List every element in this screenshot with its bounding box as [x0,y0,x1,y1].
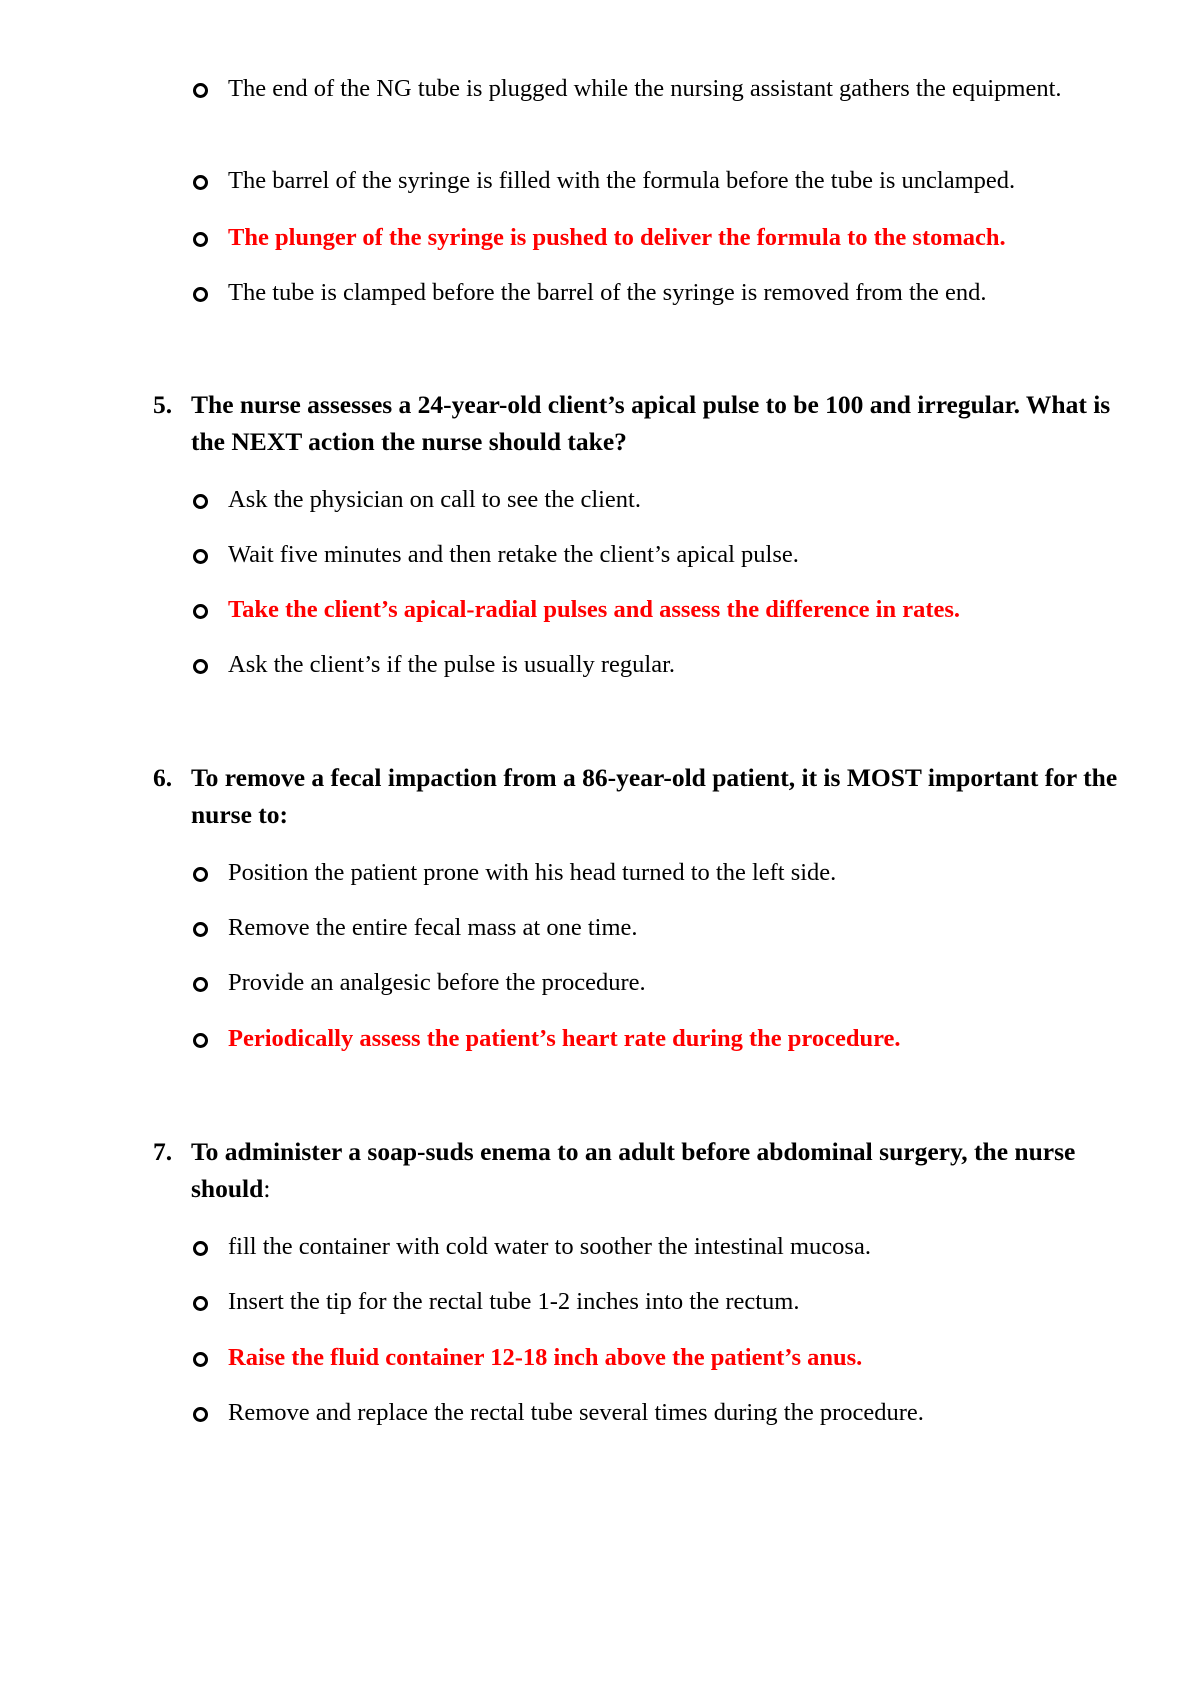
circle-bullet-icon [193,549,208,564]
question-number: 5. [153,390,173,419]
circle-bullet-icon [193,1296,208,1311]
answer-option-text: fill the container with cold water to soother the intestinal mucosa. [228,1233,871,1260]
correct-answer-option [193,1340,1143,1375]
answer-option [193,537,1143,572]
question-5 [153,386,1133,460]
answer-option-text: Wait five minutes and then retake the client’s apical pulse. [228,541,799,568]
answer-option [193,163,1143,198]
circle-bullet-icon [193,232,208,247]
question-text: The nurse assesses a 24-year-old client’s apical pulse to be 100 and irregular. What is the NEXT action the nurse should take? [191,390,1111,456]
circle-bullet-icon [193,1241,208,1256]
answer-option [193,1229,1143,1264]
answer-option-text: Position the patient prone with his head turned to the left side. [228,859,837,886]
question-text: To remove a fecal impaction from a 86-year-old patient, it is MOST important for the nurse to: [191,763,1118,829]
answer-option [193,275,1143,310]
answer-option-text: Remove the entire fecal mass at one time. [228,914,638,941]
circle-bullet-icon [193,867,208,882]
answer-option-text: The end of the NG tube is plugged while the nursing assistant gathers the equipment. [228,75,1062,102]
answer-option [193,1395,1143,1430]
question-text: To administer a soap-suds enema to an adult before abdominal surgery, the nurse should [191,1137,1076,1203]
answer-option-text: Periodically assess the patient’s heart rate during the procedure. [228,1025,901,1052]
circle-bullet-icon [193,175,208,190]
question-6 [153,759,1133,833]
circle-bullet-icon [193,922,208,937]
answer-option [193,1284,1143,1319]
question-number: 7. [153,1137,173,1166]
answer-option-text: Insert the tip for the rectal tube 1-2 inches into the rectum. [228,1288,800,1315]
circle-bullet-icon [193,977,208,992]
correct-answer-option [193,220,1143,255]
answer-option-text: Provide an analgesic before the procedure. [228,969,646,996]
answer-option [193,482,1143,517]
answer-option-text: Remove and replace the rectal tube several times during the procedure. [228,1399,924,1426]
answer-option-text: Raise the fluid container 12-18 inch above the patient’s anus. [228,1344,863,1371]
answer-option-text: Ask the client’s if the pulse is usually regular. [228,651,676,678]
circle-bullet-icon [193,83,208,98]
correct-answer-option [193,592,1143,627]
question-number: 6. [153,763,173,792]
circle-bullet-icon [193,1407,208,1422]
circle-bullet-icon [193,494,208,509]
answer-option [193,855,1143,890]
answer-option-text: The barrel of the syringe is filled with the formula before the tube is unclamped. [228,167,1016,194]
answer-option [193,965,1143,1000]
circle-bullet-icon [193,287,208,302]
answer-option [193,910,1143,945]
answer-option-text: Take the client’s apical-radial pulses and assess the difference in rates. [228,596,961,623]
circle-bullet-icon [193,1352,208,1367]
answer-option [193,647,1143,682]
answer-option-text: The plunger of the syringe is pushed to deliver the formula to the stomach. [228,224,1006,251]
question-suffix: : [263,1174,271,1203]
correct-answer-option [193,1021,1143,1056]
circle-bullet-icon [193,1033,208,1048]
answer-option-text: Ask the physician on call to see the client. [228,486,641,513]
answer-option [193,71,1143,106]
answer-option-text: The tube is clamped before the barrel of the syringe is removed from the end. [228,279,987,306]
question-7 [153,1133,1133,1207]
circle-bullet-icon [193,604,208,619]
circle-bullet-icon [193,659,208,674]
